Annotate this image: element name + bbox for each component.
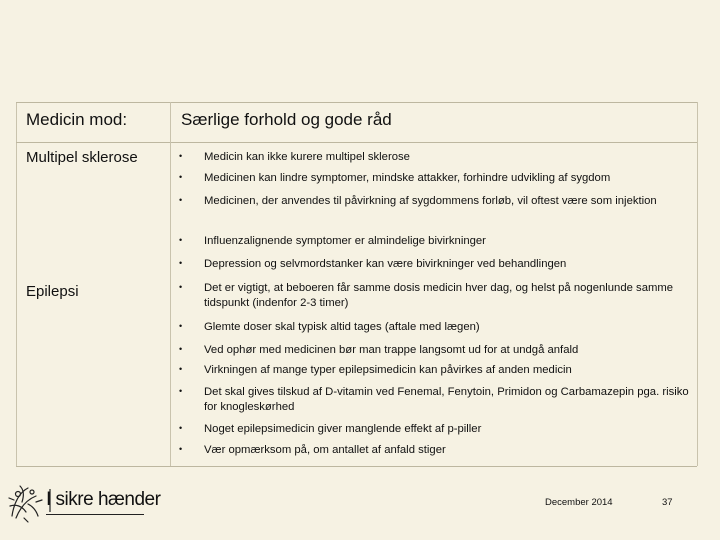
list-item-text: Medicinen, der anvendes til påvirkning af sygdommens forløb, vil oftest være som injektion [204,195,657,207]
logo-wordmark: I sikre hænder [46,489,161,510]
table-column-divider [170,102,171,466]
list-item-text: Vær opmærksom på, om antallet af anfald stiger [204,444,446,456]
list-item [179,343,694,358]
list-item-text: Medicinen kan lindre symptomer, mindske attakker, forhindre udvikling af sygdom [204,172,611,184]
table-top-rule [16,102,697,103]
list-item-text: Det er vigtigt, at beboeren får samme dosis medicin hver dag, og helst på nogenlunde samme tidspunkt (indenfor 2-3 timer) [204,282,674,309]
bullet-icon: • [179,321,183,331]
list-item-text: Virkningen af mange typer epilepsimedicin kan påvirkes af anden medicin [204,364,572,376]
table-bottom-rule [16,466,697,467]
bullet-icon: • [179,386,183,396]
list-item [179,150,694,165]
page-number: 37 [662,497,673,508]
list-item-text: Noget epilepsimedicin giver manglende effekt af p-piller [204,423,482,435]
list-item [179,385,694,415]
bullet-icon: • [179,195,183,205]
bullet-icon: • [179,172,183,182]
list-item [179,422,694,437]
list-item-text: Medicin kan ikke kurere multipel sklerose [204,151,410,163]
list-item-text: Glemte doser skal typisk altid tages (aftale med lægen) [204,321,480,333]
bullet-icon: • [179,344,183,354]
header-special-conditions: Særlige forhold og gode råd [181,110,392,129]
bullet-icon: • [179,282,183,292]
list-item [179,363,694,378]
list-item-text: Depression og selvmordstanker kan være bivirkninger ved behandlingen [204,258,567,270]
condition-epilepsy: Epilepsi [26,283,79,300]
list-item-text: Influenzalignende symptomer er almindelige bivirkninger [204,235,486,247]
footer-date: December 2014 [545,497,613,508]
table-header-rule [16,142,697,143]
list-item [179,234,694,249]
list-item [179,320,694,335]
list-item [179,443,694,458]
list-item [179,257,694,272]
header-medicine-for: Medicin mod: [26,110,128,129]
bullet-icon: • [179,444,183,454]
bullet-icon: • [179,235,183,245]
list-item [179,171,694,186]
list-item-text: Ved ophør med medicinen bør man trappe langsomt ud for at undgå anfald [204,344,579,356]
list-item [179,194,694,209]
bullet-icon: • [179,258,183,268]
list-item [179,281,694,311]
logo-underline [46,514,144,515]
condition-multiple-sclerosis: Multipel sklerose [26,149,138,166]
bullet-icon: • [179,364,183,374]
list-item-text: Det skal gives tilskud af D-vitamin ved Fenemal, Fenytoin, Primidon og Carbamazepin pga. risiko for knogleskørhed [204,386,689,413]
bullet-icon: • [179,151,183,161]
bullet-icon: • [179,423,183,433]
